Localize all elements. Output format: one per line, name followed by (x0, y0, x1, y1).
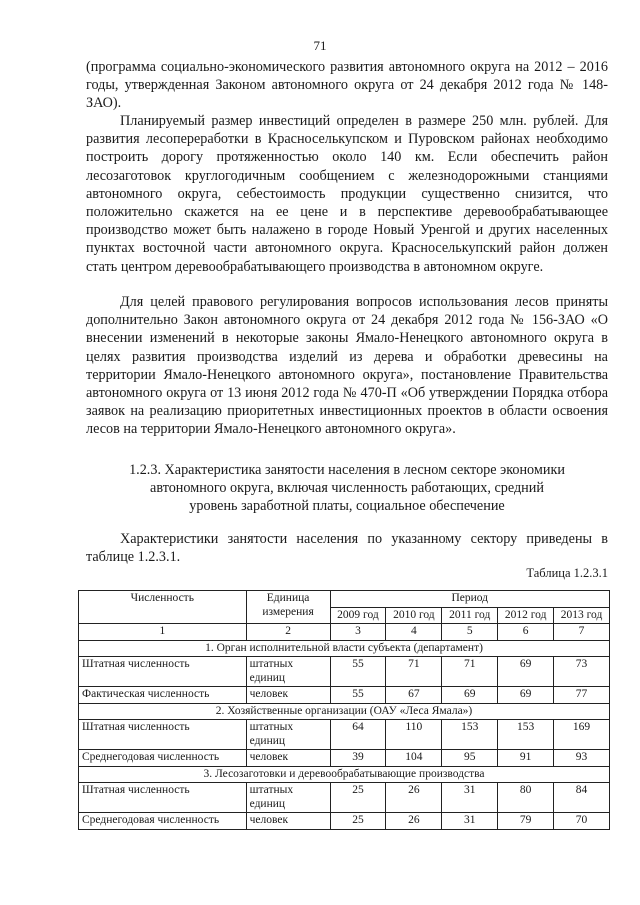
value-cell: 153 (442, 720, 498, 750)
column-number: 7 (554, 624, 610, 641)
employment-table (78, 590, 610, 830)
row-unit-cell: человек (246, 687, 330, 704)
table-header-row (79, 591, 610, 608)
table-section-row (79, 640, 610, 657)
column-number: 6 (498, 624, 554, 641)
row-name-cell: Штатная численность (79, 783, 247, 813)
value-cell: 26 (386, 783, 442, 813)
page-number: 71 (313, 38, 327, 53)
column-number: 1 (79, 624, 247, 641)
row-name-cell: Фактическая численность (79, 687, 247, 704)
paragraph-legal-regulation (86, 293, 608, 439)
column-number: 2 (246, 624, 330, 641)
value-cell: 39 (330, 750, 386, 767)
table-section-row (79, 766, 610, 783)
header-cell-year: 2010 год (386, 607, 442, 624)
paragraph-text: Планируемый размер инвестиций определен в размере 250 млн. рублей. Для развития лесопереработки в Красноселькупском и Пуровском районах необходимо построить дорогу протяженностью около 140 км. Если обеспечить район лесозаготовок круглогодичным сообщением с железнодорожными станциями автономного округа, себестоимость продукции существенно снизится, что положительно скажется на ее цене и в перспективе деревообрабатывающее производство может быть налажено в городе Новый Уренгой и других населенных пунктах восточной части автономного округа. Красноселькупский район должен стать центром деревообрабатывающего производства в автономном округе. (86, 113, 608, 275)
column-number: 4 (386, 624, 442, 641)
value-cell: 69 (498, 657, 554, 687)
row-name-cell: Штатная численность (79, 657, 247, 687)
header-cell-unit: Единица измерения (246, 591, 330, 624)
paragraph-program-reference (86, 58, 608, 113)
table-row (79, 720, 610, 750)
value-cell: 110 (386, 720, 442, 750)
row-unit-cell: штатных единиц (246, 783, 330, 813)
section-heading-line: уровень заработной платы, социальное обеспечение (189, 498, 505, 515)
row-name-cell: Среднегодовая численность (79, 813, 247, 830)
section-title-cell: 2. Хозяйственные организации (ОАУ «Леса Ямала») (79, 703, 610, 720)
header-cell-period: Период (330, 591, 609, 608)
section-heading-line: 1.2.3. Характеристика занятости населения в лесном секторе экономики (129, 462, 565, 478)
paragraph-text: Характеристики занятости населения по указанному сектору приведены в таблице 1.2.3.1. (86, 531, 608, 566)
section-heading-line: автономного округа, включая численность работающих, средний (150, 480, 544, 497)
header-cell-year: 2011 год (442, 607, 498, 624)
value-cell: 69 (498, 687, 554, 704)
row-unit-cell: штатных единиц (246, 720, 330, 750)
header-cell-year: 2012 год (498, 607, 554, 624)
value-cell: 91 (498, 750, 554, 767)
table-row (79, 783, 610, 813)
value-cell: 95 (442, 750, 498, 767)
value-cell: 73 (554, 657, 610, 687)
table-row (79, 687, 610, 704)
table-row (79, 813, 610, 830)
value-cell: 79 (498, 813, 554, 830)
paragraph-table-intro (86, 530, 608, 566)
value-cell: 69 (442, 687, 498, 704)
table-section-row (79, 703, 610, 720)
row-unit-cell: штатных единиц (246, 657, 330, 687)
value-cell: 77 (554, 687, 610, 704)
value-cell: 169 (554, 720, 610, 750)
section-title-cell: 3. Лесозаготовки и деревообрабатывающие производства (79, 766, 610, 783)
paragraph-investments (86, 112, 608, 276)
section-title-cell: 1. Орган исполнительной власти субъекта (департамент) (79, 640, 610, 657)
value-cell: 64 (330, 720, 386, 750)
value-cell: 71 (442, 657, 498, 687)
value-cell: 25 (330, 813, 386, 830)
value-cell: 31 (442, 813, 498, 830)
value-cell: 67 (386, 687, 442, 704)
value-cell: 71 (386, 657, 442, 687)
column-number: 3 (330, 624, 386, 641)
table-row (79, 657, 610, 687)
value-cell: 84 (554, 783, 610, 813)
column-number: 5 (442, 624, 498, 641)
value-cell: 31 (442, 783, 498, 813)
section-heading (86, 461, 608, 516)
row-unit-cell: человек (246, 750, 330, 767)
value-cell: 55 (330, 687, 386, 704)
table-column-numbers-row (79, 624, 610, 641)
value-cell: 80 (498, 783, 554, 813)
header-cell-year: 2009 год (330, 607, 386, 624)
value-cell: 70 (554, 813, 610, 830)
paragraph-text: (программа социально-экономического развития автономного округа на 2012 – 2016 годы, утвержденная Законом автономного округа от 24 декабря 2012 года № 148-ЗАО). (86, 59, 608, 112)
value-cell: 153 (498, 720, 554, 750)
value-cell: 25 (330, 783, 386, 813)
row-name-cell: Штатная численность (79, 720, 247, 750)
value-cell: 55 (330, 657, 386, 687)
paragraph-text: Для целей правового регулирования вопросов использования лесов приняты дополнительно Закон автономного округа от 24 декабря 2012 года № 156-ЗАО «О внесении изменений в некоторые законы Ямало-Ненецкого автономного округа в целях развития производства изделий из дерева и обработки древесины на территории Ямало-Ненецкого автономного округа», постановление Правительства автономного округа от 13 июня 2012 года № 470-П «Об утверждении Порядка отбора заявок на реализацию приоритетных инвестиционных проектов в области освоения лесов на территории Ямало-Ненецкого автономного округа». (86, 294, 608, 438)
value-cell: 26 (386, 813, 442, 830)
table-caption: Таблица 1.2.3.1 (526, 566, 608, 580)
row-name-cell: Среднегодовая численность (79, 750, 247, 767)
header-cell-year: 2013 год (554, 607, 610, 624)
value-cell: 104 (386, 750, 442, 767)
table-row (79, 750, 610, 767)
header-cell-name: Численность (79, 591, 247, 624)
value-cell: 93 (554, 750, 610, 767)
row-unit-cell: человек (246, 813, 330, 830)
